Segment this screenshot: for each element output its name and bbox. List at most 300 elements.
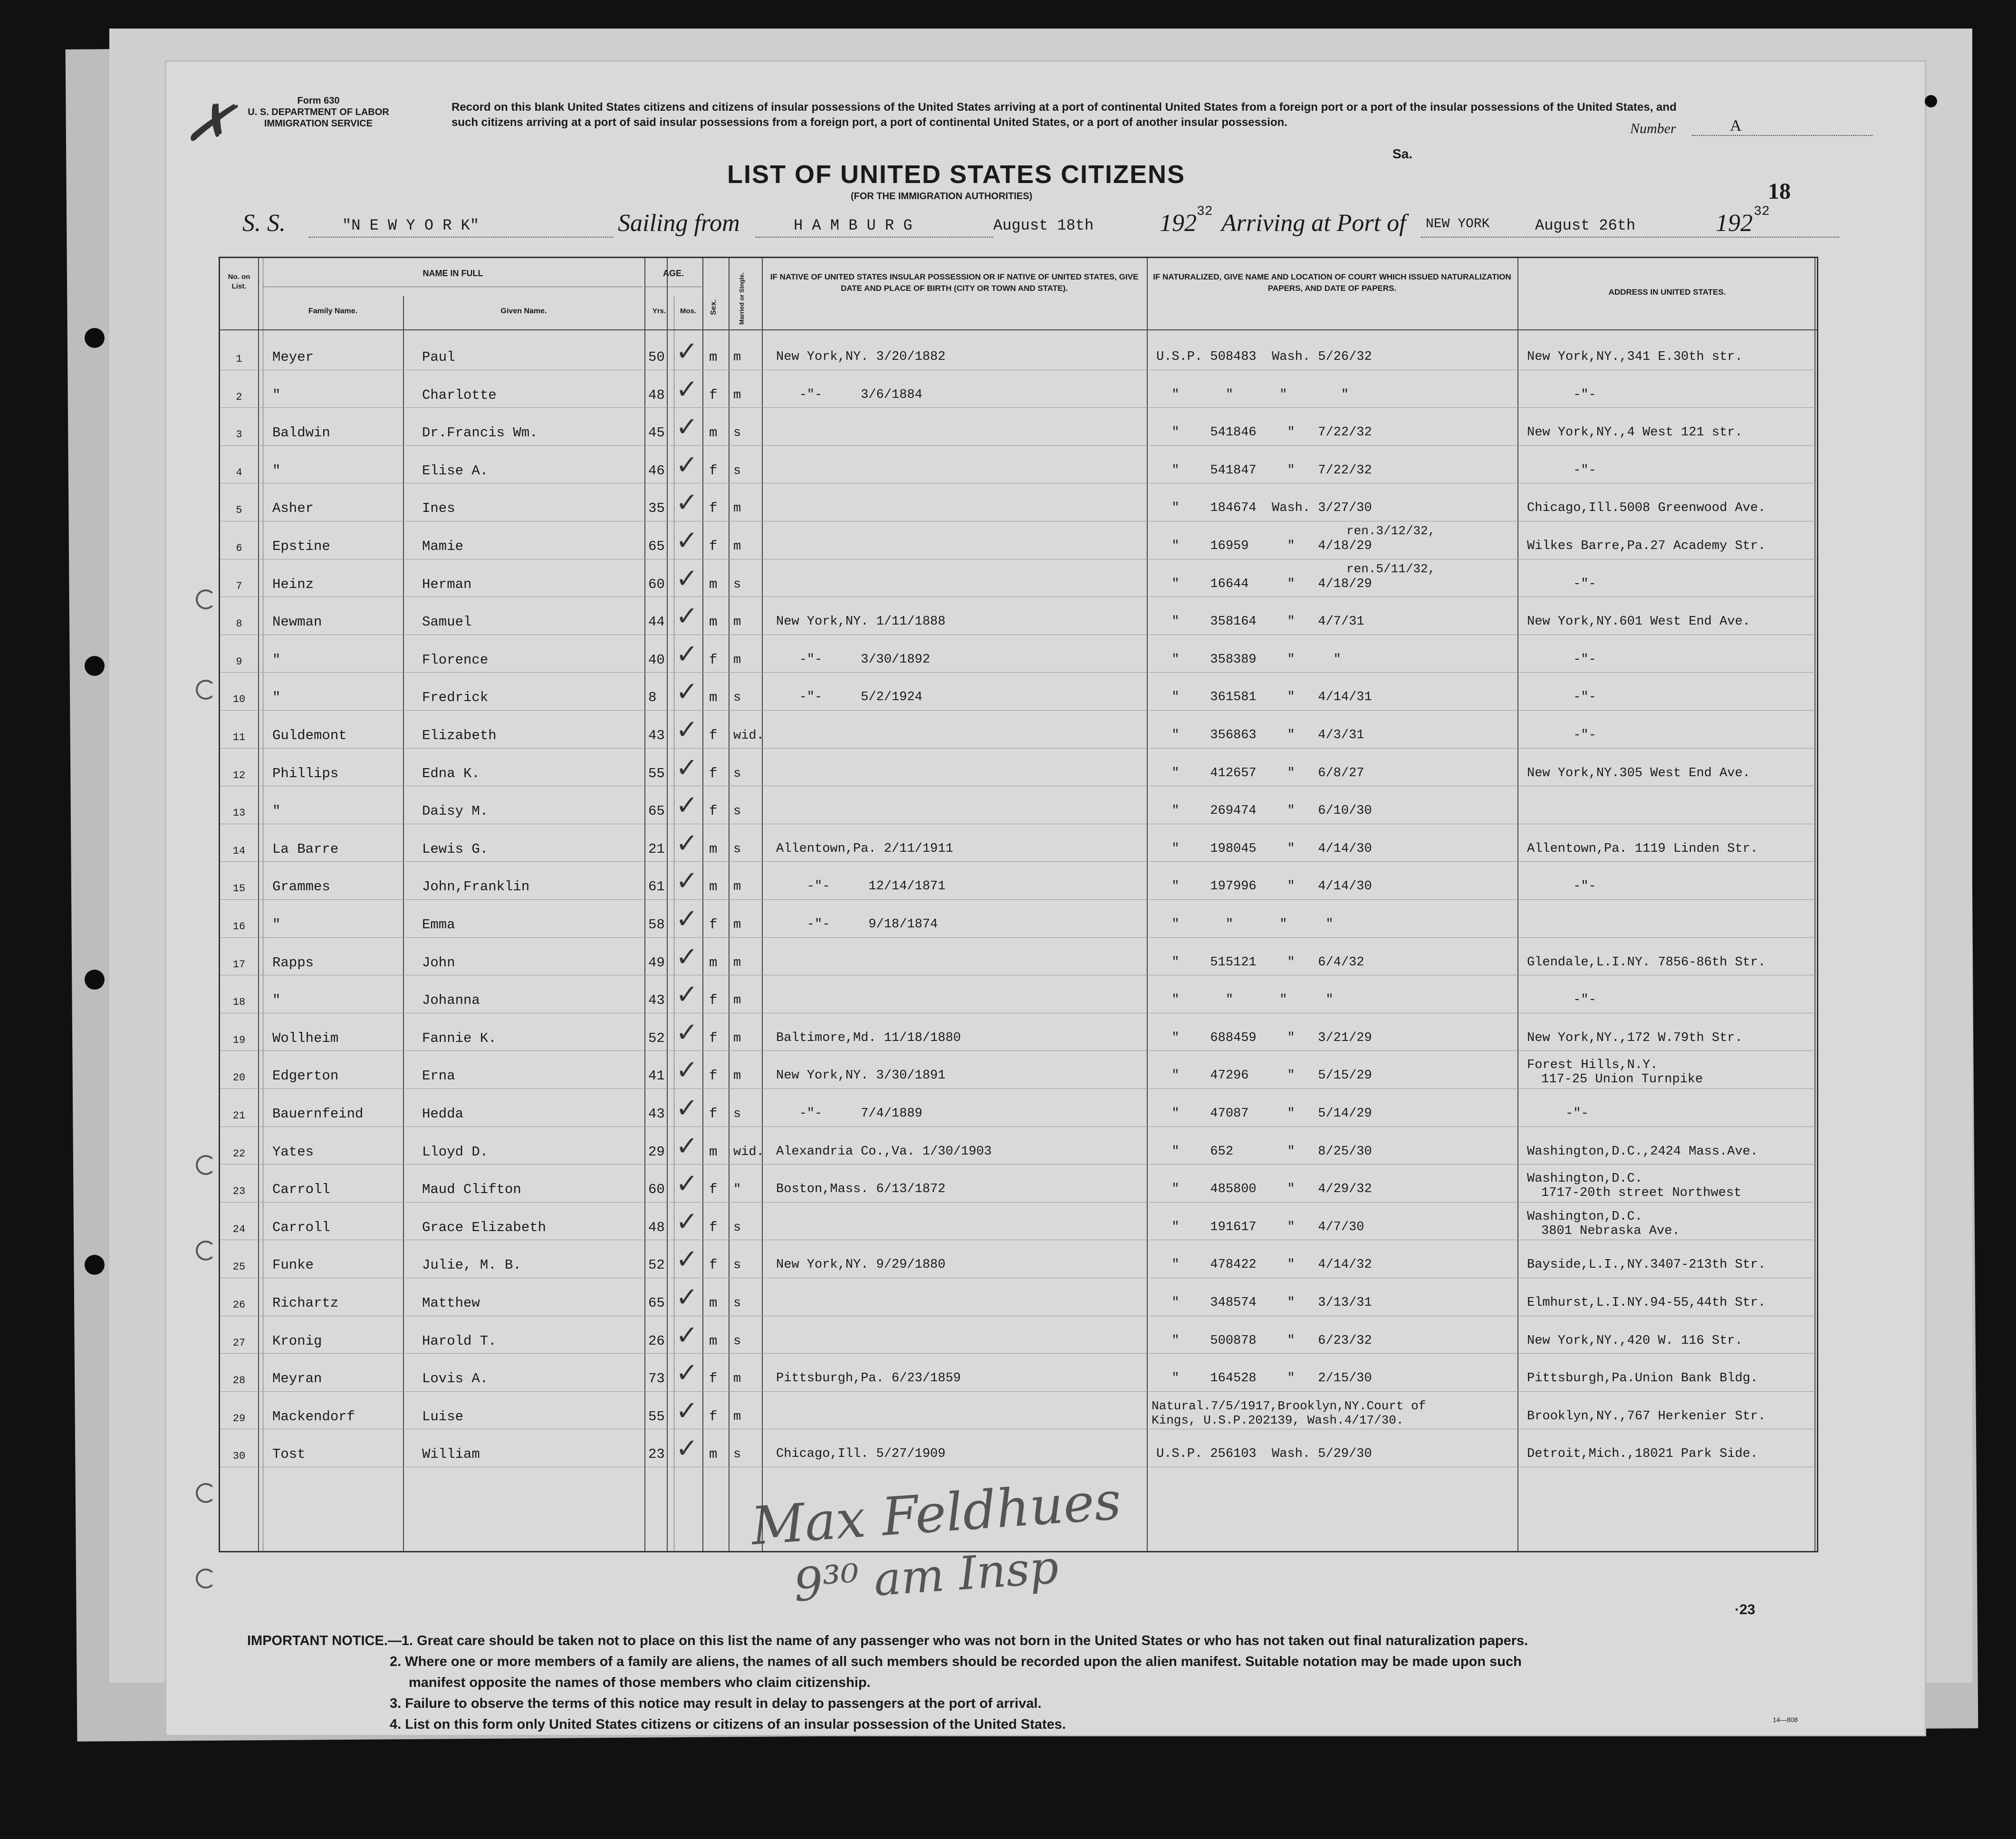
address-2: 117-25 Union Turnpike xyxy=(1541,1072,1703,1087)
address: Bayside,L.I.,NY.3407-213th Str. xyxy=(1527,1258,1766,1272)
row-number: 24 xyxy=(232,1223,246,1235)
naturalization-info: " " " " xyxy=(1156,917,1334,932)
given-name: Grace Elizabeth xyxy=(422,1219,547,1235)
address-2: 3801 Nebraska Ave. xyxy=(1541,1223,1680,1238)
side-number: ·23 xyxy=(1735,1602,1756,1618)
binder-hole xyxy=(1925,95,1937,107)
given-name: Edna K. xyxy=(422,765,480,781)
marital-status: s xyxy=(733,1447,741,1462)
row-number: 5 xyxy=(236,504,242,517)
sa-note: Sa. xyxy=(1392,146,1413,161)
port-from: H A M B U R G xyxy=(794,217,912,234)
row-number: 6 xyxy=(236,542,242,554)
age-years: 46 xyxy=(648,462,665,479)
age-years: 40 xyxy=(648,652,665,668)
family-name: " xyxy=(272,803,281,819)
port-to: NEW YORK xyxy=(1426,217,1490,231)
naturalization-info: " 358389 " " xyxy=(1156,652,1341,667)
table-row xyxy=(220,1088,1817,1089)
check-mark: ✓ xyxy=(676,487,698,519)
marital-status: s xyxy=(733,1258,741,1273)
address-2: 1717-20th street Northwest xyxy=(1541,1186,1742,1201)
check-mark: ✓ xyxy=(676,904,698,934)
age-years: 35 xyxy=(648,501,665,517)
family-name: Bauernfeind xyxy=(272,1106,364,1122)
row-number: 17 xyxy=(232,958,246,971)
marital-status: wid. xyxy=(733,1145,764,1159)
naturalization-info: " 478422 " 4/14/32 xyxy=(1156,1258,1372,1272)
given-name: Erna xyxy=(422,1068,455,1084)
age-years: 65 xyxy=(648,803,665,819)
birth-info: Allentown,Pa. 2/11/1911 xyxy=(776,841,953,856)
family-name: Wollheim xyxy=(272,1030,339,1046)
binder-hole xyxy=(196,589,216,609)
given-name: Emma xyxy=(422,917,455,933)
address: -"- xyxy=(1527,1107,1589,1121)
age-years: 52 xyxy=(648,1257,665,1273)
notice-2b: manifest opposite the names of those members who claim citizenship. xyxy=(409,1675,871,1690)
check-mark: ✓ xyxy=(676,449,698,481)
family-name: Baldwin xyxy=(272,425,330,441)
birth-info: Chicago,Ill. 5/27/1909 xyxy=(776,1447,946,1462)
number-value: A xyxy=(1692,117,1872,136)
col-yrs-header: Yrs. xyxy=(652,307,666,315)
given-name: Fannie K. xyxy=(422,1030,497,1046)
marital-status: wid. xyxy=(733,729,764,743)
ss-label: S. S. xyxy=(242,210,286,237)
sex: f xyxy=(709,462,718,479)
col-married-header: Married or Single. xyxy=(738,272,745,325)
marital-status: " xyxy=(733,1183,741,1197)
naturalization-info: " 47087 " 5/14/29 xyxy=(1156,1107,1372,1121)
row-number: 20 xyxy=(232,1072,246,1084)
age-years: 26 xyxy=(648,1333,665,1349)
year-depart: 32 xyxy=(1197,204,1213,219)
sailing-label: Sailing from xyxy=(618,210,740,237)
age-years: 65 xyxy=(648,1295,665,1311)
given-name: Paul xyxy=(422,349,455,365)
family-name: Carroll xyxy=(272,1182,330,1198)
marital-status: m xyxy=(733,918,741,932)
table-row xyxy=(220,1050,1817,1051)
form-number: Form 630 xyxy=(297,96,340,106)
check-mark: ✓ xyxy=(676,1130,698,1162)
naturalization-info: " 358164 " 4/7/31 xyxy=(1156,615,1364,629)
age-years: 61 xyxy=(648,879,665,895)
marital-status: s xyxy=(733,1334,741,1348)
given-name: Lovis A. xyxy=(422,1371,489,1387)
row-number: 25 xyxy=(232,1261,246,1273)
table-row xyxy=(220,899,1817,900)
department: U. S. DEPARTMENT OF LABOR xyxy=(248,107,389,117)
notice-3: 3. Failure to observe the terms of this notice may result in delay to passengers at the port of arrival. xyxy=(390,1696,1042,1711)
given-name: Hedda xyxy=(422,1106,464,1122)
naturalization-info: " 412657 " 6/8/27 xyxy=(1156,766,1364,780)
naturalization-info: U.S.P. 256103 Wash. 5/29/30 xyxy=(1156,1447,1372,1462)
binder-hole xyxy=(85,1255,105,1275)
age-years: 73 xyxy=(648,1371,665,1387)
naturalization-info: " 164528 " 2/15/30 xyxy=(1156,1371,1372,1386)
sex: f xyxy=(709,1106,718,1122)
address: New York,NY.,420 W. 116 Str. xyxy=(1527,1333,1743,1348)
marital-status: s xyxy=(733,691,741,705)
notice-1: 1. Great care should be taken not to place on this list the name of any passenger who was not born in the United States or who has not taken out final naturalization papers. xyxy=(401,1633,1528,1648)
row-number: 10 xyxy=(232,693,246,706)
family-name: " xyxy=(272,462,281,479)
form-id-block xyxy=(242,95,394,129)
naturalization-info: " 652 " 8/25/30 xyxy=(1156,1144,1372,1159)
naturalization-info: " 541847 " 7/22/32 xyxy=(1156,463,1372,478)
family-name: Mackendorf xyxy=(272,1408,355,1425)
address: Forest Hills,N.Y. xyxy=(1527,1058,1658,1073)
binder-hole xyxy=(196,1569,216,1589)
age-years: 52 xyxy=(648,1030,665,1046)
address: Wilkes Barre,Pa.27 Academy Str. xyxy=(1527,539,1766,553)
sex: f xyxy=(709,765,718,781)
sex: f xyxy=(709,1182,718,1198)
birth-info: -"- 5/2/1924 xyxy=(776,690,922,705)
birth-info: Baltimore,Md. 11/18/1880 xyxy=(776,1030,961,1045)
marital-status: m xyxy=(733,1069,741,1084)
marital-status: s xyxy=(733,1220,741,1235)
inspection-time: 9³⁰ am Insp xyxy=(792,1540,1061,1612)
sex: f xyxy=(709,387,718,403)
row-number: 16 xyxy=(232,921,246,933)
age-years: 41 xyxy=(648,1068,665,1084)
age-years: 48 xyxy=(648,387,665,403)
naturalization-info: " 269474 " 6/10/30 xyxy=(1156,804,1372,818)
check-mark: ✓ xyxy=(676,412,698,443)
sex: m xyxy=(709,349,718,365)
sex: m xyxy=(709,690,718,706)
inspector-signature: Max Feldhues xyxy=(749,1470,1123,1557)
birth-info: Boston,Mass. 6/13/1872 xyxy=(776,1182,946,1197)
row-number: 8 xyxy=(236,618,242,630)
form-code: 14—808 xyxy=(1773,1716,1798,1723)
age-years: 8 xyxy=(648,690,657,706)
table-row xyxy=(220,1202,1817,1203)
sex: f xyxy=(709,501,718,517)
address: -"- xyxy=(1527,652,1596,667)
address: Glendale,L.I.NY. 7856-86th Str. xyxy=(1527,955,1766,970)
given-name: Julie, M. B. xyxy=(422,1257,521,1273)
age-years: 43 xyxy=(648,1106,665,1122)
given-name: Samuel xyxy=(422,614,472,630)
sex: f xyxy=(709,1068,718,1084)
col-name-header: NAME IN FULL xyxy=(422,269,483,278)
age-years: 48 xyxy=(648,1219,665,1235)
table-row xyxy=(220,937,1817,938)
address: Detroit,Mich.,18021 Park Side. xyxy=(1527,1447,1758,1462)
row-number: 3 xyxy=(236,429,242,441)
table-row xyxy=(220,748,1817,749)
address: -"- xyxy=(1527,728,1596,742)
address: New York,NY.601 West End Ave. xyxy=(1527,615,1750,629)
given-name: Matthew xyxy=(422,1295,480,1311)
given-name: William xyxy=(422,1446,480,1463)
binder-hole xyxy=(196,1241,216,1261)
birth-info: New York,NY. 3/30/1891 xyxy=(776,1069,946,1083)
birth-info: -"- 3/30/1892 xyxy=(776,652,931,667)
row-number: 11 xyxy=(232,732,246,743)
sex: m xyxy=(709,1446,718,1463)
address: New York,NY.,341 E.30th str. xyxy=(1527,350,1743,364)
sex: m xyxy=(709,576,718,592)
row-number: 30 xyxy=(232,1450,246,1463)
marital-status: m xyxy=(733,539,741,554)
family-name: La Barre xyxy=(272,841,339,857)
birth-info: -"- 12/14/1871 xyxy=(776,879,946,894)
sex: f xyxy=(709,1219,718,1235)
row-number: 19 xyxy=(232,1034,246,1046)
age-years: 50 xyxy=(648,349,665,365)
family-name: " xyxy=(272,917,281,933)
given-name: Mamie xyxy=(422,539,464,554)
notice-4: 4. List on this form only United States citizens or citizens of an insular possession of the United States. xyxy=(390,1717,1066,1732)
birth-info: New York,NY. 3/20/1882 xyxy=(776,350,946,364)
family-name: " xyxy=(272,652,281,668)
birth-info: Pittsburgh,Pa. 6/23/1859 xyxy=(776,1371,961,1386)
address: Washington,D.C. xyxy=(1527,1209,1643,1224)
address: Washington,D.C.,2424 Mass.Ave. xyxy=(1527,1144,1758,1159)
row-number: 12 xyxy=(232,769,246,781)
naturalization-info: " 485800 " 4/29/32 xyxy=(1156,1182,1372,1197)
family-name: Grammes xyxy=(272,879,330,895)
year-arrival: 32 xyxy=(1754,204,1770,219)
family-name: Yates xyxy=(272,1144,314,1160)
marital-status: m xyxy=(733,653,741,667)
row-number: 9 xyxy=(236,655,242,668)
address: Brooklyn,NY.,767 Herkenier Str. xyxy=(1527,1409,1766,1424)
birth-info: New York,NY. 9/29/1880 xyxy=(776,1258,946,1272)
check-mark: ✓ xyxy=(676,563,698,594)
family-name: Carroll xyxy=(272,1219,330,1235)
notice-2: 2. Where one or more members of a family are aliens, the names of all such members should be recorded upon the alien manifest. Suitable notation may be made upon such xyxy=(390,1654,1522,1669)
renewal-note: ren.3/12/32, xyxy=(1346,524,1436,538)
year-prefix-depart: 192 xyxy=(1160,210,1197,237)
given-name: Daisy M. xyxy=(422,803,489,819)
naturalization-info: " 361581 " 4/14/31 xyxy=(1156,690,1372,705)
check-mark: ✓ xyxy=(676,525,698,556)
check-mark: ✓ xyxy=(676,1319,698,1351)
check-mark: ✓ xyxy=(676,828,698,859)
given-name: Maud Clifton xyxy=(422,1182,521,1198)
col-birth-header: IF NATIVE OF UNITED STATES INSULAR POSSESSION OR IF NATIVE OF UNITED STATES, GIVE DATE AND PLACE OF BIRTH (CITY OR TOWN AND STATE). xyxy=(770,272,1139,293)
family-name: Richartz xyxy=(272,1295,339,1311)
family-name: " xyxy=(272,690,281,706)
given-name: Elizabeth xyxy=(422,728,497,743)
marital-status: m xyxy=(733,955,741,970)
col-given-header: Given Name. xyxy=(500,307,547,315)
marital-status: s xyxy=(733,1107,741,1121)
naturalization-info: " 16644 " 4/18/29 xyxy=(1156,577,1372,591)
check-mark: ✓ xyxy=(676,601,698,632)
given-name: Florence xyxy=(422,652,489,668)
check-mark: ✓ xyxy=(676,752,698,783)
given-name: Fredrick xyxy=(422,690,489,706)
naturalization-info: " 184674 Wash. 3/27/30 xyxy=(1156,501,1372,516)
sex: m xyxy=(709,1295,718,1311)
renewal-note: ren.5/11/32, xyxy=(1346,561,1436,576)
naturalization-info: " 197996 " 4/14/30 xyxy=(1156,879,1372,894)
sex: f xyxy=(709,1408,718,1425)
ship-name: "N E W Y O R K" xyxy=(342,217,480,234)
col-naturalized-header: IF NATURALIZED, GIVE NAME AND LOCATION OF COURT WHICH ISSUED NATURALIZATION PAPERS, AND DATE OF PAPERS. xyxy=(1153,272,1511,293)
family-name: Rapps xyxy=(272,954,314,971)
naturalization-info: " 198045 " 4/14/30 xyxy=(1156,841,1372,856)
age-years: 21 xyxy=(648,841,665,857)
important-notice xyxy=(247,1630,1815,1735)
col-age-header: AGE. xyxy=(662,269,684,278)
row-number: 15 xyxy=(232,883,246,895)
address: Allentown,Pa. 1119 Linden Str. xyxy=(1527,841,1758,856)
address: Pittsburgh,Pa.Union Bank Bldg. xyxy=(1527,1371,1758,1386)
binder-hole xyxy=(196,1155,216,1175)
marital-status: m xyxy=(733,1031,741,1046)
naturalization-info: " 515121 " 6/4/32 xyxy=(1156,955,1364,970)
check-mark: ✓ xyxy=(676,979,698,1011)
check-mark: ✓ xyxy=(676,374,698,405)
address: New York,NY.305 West End Ave. xyxy=(1527,766,1750,780)
row-number: 2 xyxy=(236,391,242,403)
sex: f xyxy=(709,652,718,668)
col-family-header: Family Name. xyxy=(308,307,358,315)
table-row xyxy=(220,445,1817,446)
age-years: 55 xyxy=(648,765,665,781)
family-name: Kronig xyxy=(272,1333,322,1349)
birth-info: -"- 9/18/1874 xyxy=(776,917,938,932)
check-mark: ✓ xyxy=(676,1168,698,1200)
naturalization-info: " 688459 " 3/21/29 xyxy=(1156,1030,1372,1045)
marital-status: m xyxy=(733,880,741,895)
row-number: 18 xyxy=(232,996,246,1009)
address: -"- xyxy=(1527,690,1596,705)
sex: m xyxy=(709,841,718,857)
address: -"- xyxy=(1527,463,1596,478)
given-name: Ines xyxy=(422,501,455,517)
notice-label: IMPORTANT NOTICE.— xyxy=(247,1633,402,1648)
age-years: 58 xyxy=(648,917,665,933)
check-mark: ✓ xyxy=(676,1093,698,1124)
age-years: 43 xyxy=(648,992,665,1009)
table-row xyxy=(220,1164,1817,1165)
family-name: Epstine xyxy=(272,539,330,554)
address: -"- xyxy=(1527,993,1596,1008)
family-name: Heinz xyxy=(272,576,314,592)
naturalization-info: " 500878 " 6/23/32 xyxy=(1156,1333,1372,1348)
birth-info: Alexandria Co.,Va. 1/30/1903 xyxy=(776,1144,992,1159)
naturalization-info: " 47296 " 5/15/29 xyxy=(1156,1069,1372,1083)
naturalization-info: U.S.P. 508483 Wash. 5/26/32 xyxy=(1156,350,1372,364)
address: New York,NY.,172 W.79th Str. xyxy=(1527,1030,1743,1045)
sex: m xyxy=(709,954,718,971)
check-mark: ✓ xyxy=(676,714,698,745)
naturalization-info: " " " " xyxy=(1156,387,1349,402)
binder-hole xyxy=(85,328,105,348)
check-mark: ✓ xyxy=(676,1433,698,1464)
row-number: 13 xyxy=(232,807,246,819)
check-mark: ✓ xyxy=(676,941,698,972)
family-name: " xyxy=(272,387,281,403)
age-years: 65 xyxy=(648,539,665,554)
address: -"- xyxy=(1527,879,1596,894)
sex: m xyxy=(709,1144,718,1160)
check-mark: ✓ xyxy=(676,1358,698,1389)
naturalization-info-2: Kings, U.S.P.202139, Wash.4/17/30. xyxy=(1152,1413,1404,1427)
naturalization-info: " 541846 " 7/22/32 xyxy=(1156,425,1372,440)
passenger-table xyxy=(219,257,1818,1552)
given-name: Lewis G. xyxy=(422,841,489,857)
naturalization-info: Natural.7/5/1917,Brooklyn,NY.Court of xyxy=(1152,1398,1426,1413)
binder-hole xyxy=(85,656,105,676)
naturalization-info: " 348574 " 3/13/31 xyxy=(1156,1296,1372,1310)
check-mark: ✓ xyxy=(676,336,698,367)
marital-status: s xyxy=(733,804,741,819)
binder-hole xyxy=(196,680,216,700)
naturalization-info: " 356863 " 4/3/31 xyxy=(1156,728,1364,742)
arriving-label: Arriving at Port of xyxy=(1221,210,1406,237)
number-label: Number xyxy=(1630,121,1676,136)
row-number: 4 xyxy=(236,466,242,479)
service: IMMIGRATION SERVICE xyxy=(264,118,373,129)
marital-status: s xyxy=(733,766,741,781)
given-name: Charlotte xyxy=(422,387,497,403)
row-number: 26 xyxy=(232,1299,246,1311)
address: Chicago,Ill.5008 Greenwood Ave. xyxy=(1527,501,1766,516)
age-years: 45 xyxy=(648,425,665,441)
form-subtitle: (FOR THE IMMIGRATION AUTHORITIES) xyxy=(851,191,1033,202)
family-name: Asher xyxy=(272,501,314,517)
age-years: 60 xyxy=(648,576,665,592)
record-instructions: Record on this blank United States citizens and citizens of insular possessions of the United States arriving at a port of continental United States from a foreign port or a port of the insular possessions of the United States, and such citizens arriving at a port of said insular possessions from a foreign port, a port of continental United States, or a port of another insular possession. xyxy=(451,101,1677,129)
table-row xyxy=(220,861,1817,862)
family-name: Tost xyxy=(272,1446,306,1463)
col-no-header: No. on List. xyxy=(228,273,250,290)
col-sex-header: Sex. xyxy=(710,299,718,315)
marital-status: s xyxy=(733,1296,741,1310)
row-number: 21 xyxy=(232,1110,246,1122)
marital-status: m xyxy=(733,388,741,403)
given-name: Herman xyxy=(422,576,472,592)
age-years: 49 xyxy=(648,954,665,971)
page-number: 18 xyxy=(1768,179,1791,204)
sex: m xyxy=(709,614,718,630)
family-name: Meyer xyxy=(272,349,314,365)
given-name: Harold T. xyxy=(422,1333,497,1349)
naturalization-info: " " " " xyxy=(1156,993,1334,1008)
binder-hole xyxy=(196,1483,216,1503)
binder-hole xyxy=(85,970,105,990)
check-mark: ✓ xyxy=(676,1055,698,1086)
address: -"- xyxy=(1527,387,1596,402)
check-mark: ✓ xyxy=(676,1282,698,1313)
marital-status: m xyxy=(733,615,741,630)
table-row xyxy=(220,672,1817,673)
age-years: 23 xyxy=(648,1446,665,1463)
given-name: Luise xyxy=(422,1408,464,1425)
row-number: 1 xyxy=(236,353,242,365)
row-number: 29 xyxy=(232,1412,246,1425)
birth-info: -"- 3/6/1884 xyxy=(776,387,922,402)
age-years: 60 xyxy=(648,1182,665,1198)
col-mos-header: Mos. xyxy=(680,307,697,315)
family-name: Meyran xyxy=(272,1371,322,1387)
given-name: Lloyd D. xyxy=(422,1144,489,1160)
sex: f xyxy=(709,917,718,933)
given-name: Elise A. xyxy=(422,462,489,479)
age-years: 55 xyxy=(648,1408,665,1425)
table-row xyxy=(220,1391,1817,1392)
